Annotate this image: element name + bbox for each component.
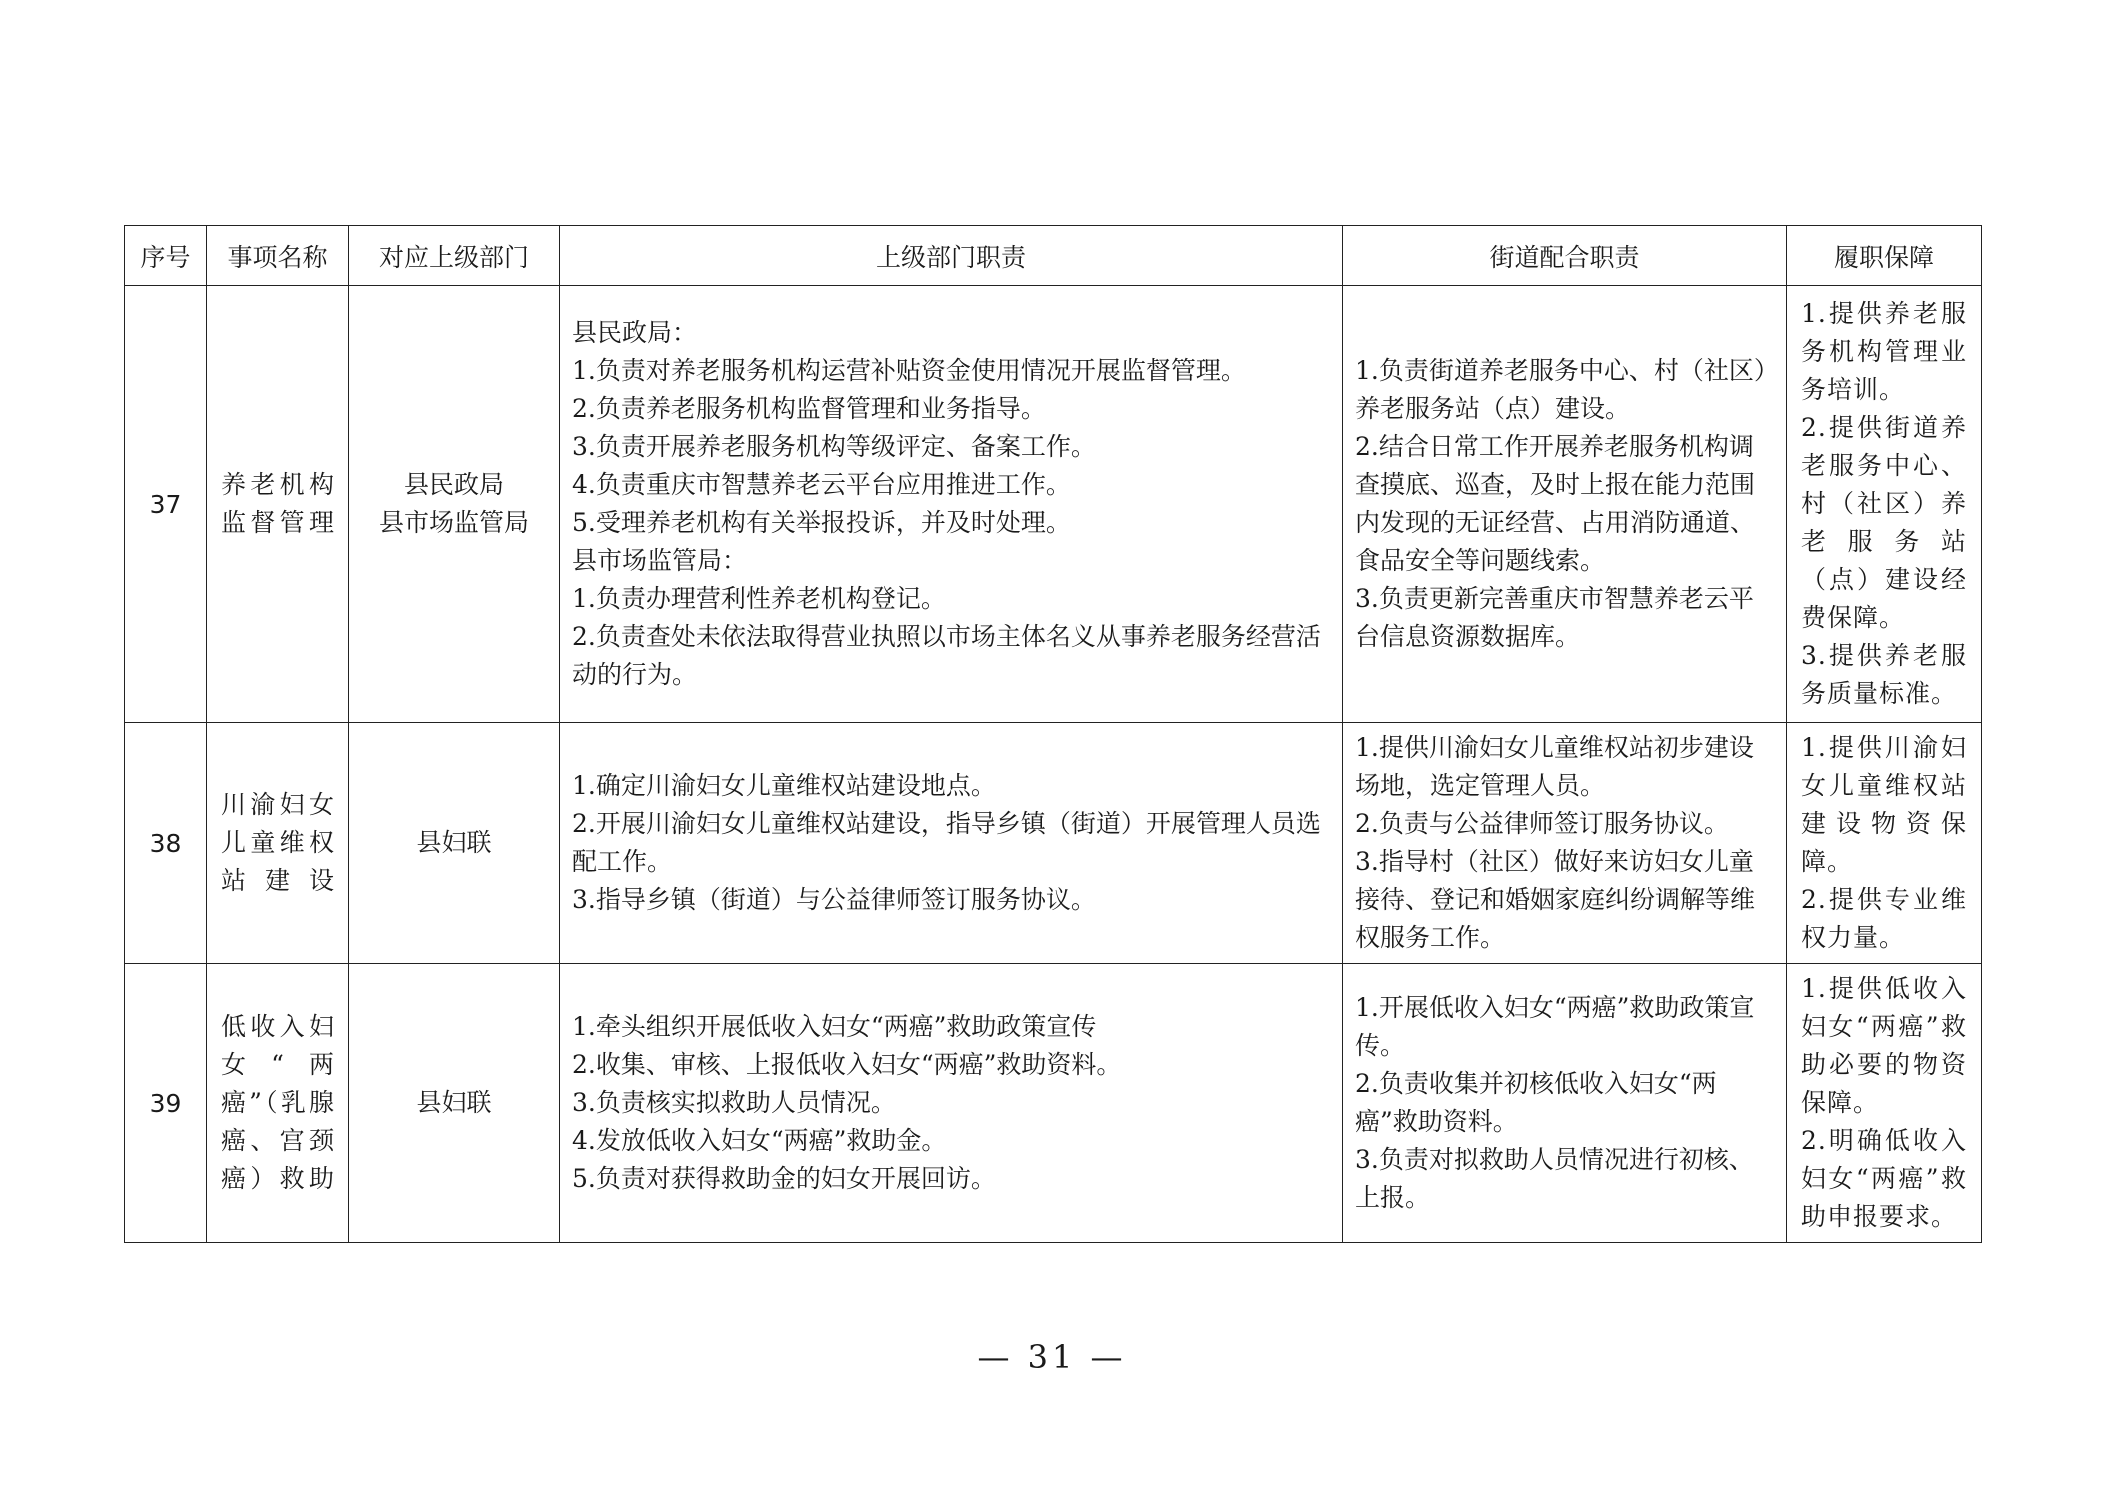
upper-duty-line: 2.开展川渝妇女儿童维权站建设，指导乡镇（街道）开展管理人员选配工作。	[572, 809, 1321, 876]
street-duty-line: 1.开展低收入妇女“两癌”救助政策宣传。	[1355, 993, 1755, 1060]
street-duty-line: 1.负责街道养老服务中心、村（社区）养老服务站（点）建设。	[1355, 356, 1767, 423]
item-name: 川渝妇女儿童维权站建设	[221, 790, 334, 895]
guarantee-line: 2.提供专业维权力量。	[1801, 885, 1967, 952]
dept-line: 县妇联	[416, 1088, 492, 1117]
upper-duty-line: 3.负责核实拟救助人员情况。	[572, 1088, 896, 1117]
street-duty-line: 3.负责对拟救助人员情况进行初核、上报。	[1355, 1145, 1754, 1212]
guarantee-line: 2.明确低收入妇女“两癌”救助申报要求。	[1801, 1126, 1967, 1231]
guarantee-line: 3.提供养老服务质量标准。	[1801, 641, 1967, 708]
street-duty-line: 3.指导村（社区）做好来访妇女儿童接待、登记和婚姻家庭纠纷调解等维权服务工作。	[1355, 847, 1756, 952]
upper-duty-line: 5.受理养老机构有关举报投诉，并及时处理。	[572, 508, 1071, 537]
upper-duty-line: 4.负责重庆市智慧养老云平台应用推进工作。	[572, 470, 1071, 499]
row-number: 38	[125, 723, 207, 964]
upper-duty-line: 1.牵头组织开展低收入妇女“两癌”救助政策宣传	[572, 1012, 1097, 1041]
header-upper-duties: 上级部门职责	[560, 226, 1343, 286]
upper-duty-line: 县民政局：	[572, 318, 698, 347]
guarantee-line: 1.提供川渝妇女儿童维权站建设物资保障。	[1801, 733, 1967, 876]
upper-duty-line: 2.负责查处未依法取得营业执照以市场主体名义从事养老服务经营活动的行为。	[572, 622, 1321, 689]
upper-duty-line: 3.负责开展养老服务机构等级评定、备案工作。	[572, 432, 1096, 461]
guarantee-line: 1.提供养老服务机构管理业务培训。	[1801, 299, 1967, 404]
upper-duty-line: 1.负责办理营利性养老机构登记。	[572, 584, 946, 613]
guarantee-line: 1.提供低收入妇女“两癌”救助必要的物资保障。	[1801, 974, 1967, 1117]
upper-duty-line: 1.确定川渝妇女儿童维权站建设地点。	[572, 771, 996, 800]
dept-line: 县市场监管局	[378, 508, 529, 537]
header-row	[125, 226, 1982, 286]
upper-duty-line: 3.指导乡镇（街道）与公益律师签订服务协议。	[572, 885, 1096, 914]
street-duty-line: 2.负责与公益律师签订服务协议。	[1355, 809, 1729, 838]
street-duty-line: 2.结合日常工作开展养老服务机构调查摸底、巡查，及时上报在能力范围内发现的无证经营、占用消防通道、食品安全等问题线索。	[1355, 432, 1756, 575]
header-guarantee: 履职保障	[1787, 226, 1982, 286]
upper-duty-line: 5.负责对获得救助金的妇女开展回访。	[572, 1164, 996, 1193]
header-no: 序号	[125, 226, 207, 286]
street-duty-line: 3.负责更新完善重庆市智慧养老云平台信息资源数据库。	[1355, 584, 1754, 651]
guarantee-line: 2.提供街道养老服务中心、村（社区）养老服务站（点）建设经费保障。	[1801, 413, 1967, 632]
header-dept: 对应上级部门	[349, 226, 560, 286]
item-name: 低收入妇女“两癌”（乳腺癌、宫颈癌）救助	[221, 1012, 334, 1193]
upper-duty-line: 2.负责养老服务机构监督管理和业务指导。	[572, 394, 1046, 423]
item-name: 养老机构监督管理	[221, 470, 334, 537]
table-row	[125, 723, 1982, 964]
duties-table	[124, 225, 1982, 1243]
street-duty-line: 2.负责收集并初核低收入妇女“两癌”救助资料。	[1355, 1069, 1717, 1136]
page-number: — 31 —	[977, 1338, 1127, 1376]
upper-duty-line: 1.负责对养老服务机构运营补贴资金使用情况开展监督管理。	[572, 356, 1246, 385]
header-name: 事项名称	[207, 226, 349, 286]
row-number: 39	[125, 964, 207, 1243]
dept-line: 县妇联	[416, 828, 492, 857]
header-street-duties: 街道配合职责	[1343, 226, 1787, 286]
table-row	[125, 286, 1982, 723]
upper-duty-line: 2.收集、审核、上报低收入妇女“两癌”救助资料。	[572, 1050, 1122, 1079]
street-duty-line: 1.提供川渝妇女儿童维权站初步建设场地，选定管理人员。	[1355, 733, 1754, 800]
upper-duty-line: 4.发放低收入妇女“两癌”救助金。	[572, 1126, 947, 1155]
dept-line: 县民政局	[403, 470, 504, 499]
upper-duty-line: 县市场监管局：	[572, 546, 748, 575]
row-number: 37	[125, 286, 207, 723]
table-row	[125, 964, 1982, 1243]
